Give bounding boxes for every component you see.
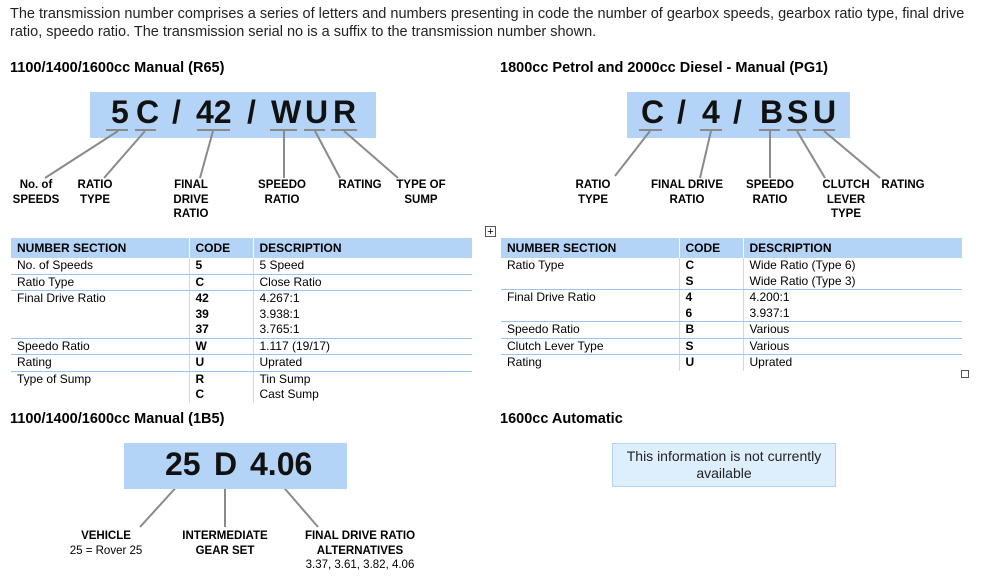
header-code: CODE xyxy=(189,238,253,258)
b15-code-gear-set: D xyxy=(214,446,238,482)
description-cell: Various xyxy=(743,322,962,339)
code-cell: R xyxy=(189,371,253,387)
pg1-table xyxy=(501,238,962,371)
section-cell: Clutch Lever Type xyxy=(501,338,679,355)
pg1-title: 1800cc Petrol and 2000cc Diesel - Manual (PG1) xyxy=(500,60,829,76)
header-description: DESCRIPTION xyxy=(253,238,472,258)
pg1-label-rating: RATING xyxy=(881,179,925,191)
table-row xyxy=(501,306,962,322)
r65-code-final-drive: 42 xyxy=(196,94,232,130)
code-cell: W xyxy=(189,338,253,355)
r65-code-slash: / xyxy=(247,94,256,130)
r65-label-speedo: SPEEDO RATIO xyxy=(258,179,306,206)
table-row xyxy=(11,322,472,338)
table-row xyxy=(11,338,472,355)
description-cell: Wide Ratio (Type 3) xyxy=(743,274,962,290)
code-cell: 6 xyxy=(679,306,743,322)
table-move-handle-icon[interactable]: + xyxy=(485,226,496,237)
code-cell: U xyxy=(679,355,743,371)
r65-title: 1100/1400/1600cc Manual (R65) xyxy=(10,60,225,76)
header-code: CODE xyxy=(679,238,743,258)
description-cell: Various xyxy=(743,338,962,355)
pg1-code-clutch: S xyxy=(787,94,809,130)
table-row xyxy=(501,274,962,290)
table-row xyxy=(501,338,962,355)
auto-info-box: This information is not currently available xyxy=(612,443,836,487)
table-row xyxy=(11,307,472,323)
table-row xyxy=(501,355,962,371)
section-cell: Ratio Type xyxy=(11,274,189,291)
pg1-label-final-drive: FINAL DRIVE RATIO xyxy=(651,179,723,206)
header-number-section: NUMBER SECTION xyxy=(11,238,189,258)
pg1-label-speedo: SPEEDO RATIO xyxy=(746,179,794,206)
r65-code-speedo: W xyxy=(271,94,302,130)
r65-label-final-drive: FINAL DRIVE RATIO xyxy=(173,179,209,220)
code-cell: 39 xyxy=(189,307,253,323)
pg1-label-ratio-type: RATIO TYPE xyxy=(575,179,611,206)
table-row xyxy=(11,274,472,291)
description-cell: 4.267:1 xyxy=(253,291,472,307)
description-cell: 1.117 (19/17) xyxy=(253,338,472,355)
pg1-code-ratio-type: C xyxy=(641,94,665,130)
section-cell: Rating xyxy=(507,355,542,369)
table-row xyxy=(501,322,962,339)
table-row xyxy=(11,258,472,274)
section-cell xyxy=(11,387,189,403)
r65-label-speeds: No. of SPEEDS xyxy=(12,179,60,206)
table-row xyxy=(501,258,962,274)
section-cell xyxy=(11,307,189,323)
description-cell: Cast Sump xyxy=(253,387,472,403)
code-cell: S xyxy=(679,274,743,290)
description-cell: Uprated xyxy=(253,355,472,372)
r65-label-sump: TYPE OF SUMP xyxy=(396,179,446,206)
pg1-code-slash: / xyxy=(677,94,686,130)
pg1-code-final-drive: 4 xyxy=(702,94,720,130)
section-cell: Speedo Ratio xyxy=(11,338,189,355)
section-cell xyxy=(501,306,679,322)
intro-text: The transmission number comprises a series of letters and numbers presenting in code the number of gearbox speeds, gearbox ratio type, final drive ratio, speedo ratio. The transmission serial no is a suffix to the transmission number shown. xyxy=(10,6,965,40)
description-cell: 3.765:1 xyxy=(253,322,472,338)
description-cell: 3.937:1 xyxy=(743,306,962,322)
description-cell: 4.200:1 xyxy=(743,290,962,306)
pg1-code-speedo: B xyxy=(760,94,784,130)
section-cell: Final Drive Ratio xyxy=(17,291,106,305)
table-row xyxy=(501,290,962,306)
description-cell: 3.938:1 xyxy=(253,307,472,323)
b15-label-final-drive: FINAL DRIVE RATIO ALTERNATIVES xyxy=(304,530,416,557)
code-cell: 5 xyxy=(189,258,253,274)
b15-code-final-drive: 4.06 xyxy=(250,446,313,482)
pg1-code-rating: U xyxy=(813,94,837,130)
description-cell: Wide Ratio (Type 6) xyxy=(743,258,962,274)
section-cell: Rating xyxy=(11,355,189,372)
code-cell: U xyxy=(189,355,253,372)
section-cell xyxy=(11,322,189,338)
description-cell: Tin Sump xyxy=(253,371,472,387)
code-cell: B xyxy=(679,322,743,339)
b15-label-vehicle-sub: 25 = Rover 25 xyxy=(69,545,143,557)
b15-label-vehicle: VEHICLE xyxy=(81,530,131,542)
section-cell: Type of Sump xyxy=(17,371,92,386)
table-row xyxy=(11,291,472,307)
section-cell: No. of Speeds xyxy=(11,258,189,274)
b15-title: 1100/1400/1600cc Manual (1B5) xyxy=(10,411,225,427)
header-description: DESCRIPTION xyxy=(743,238,962,258)
code-cell: C xyxy=(189,274,253,291)
table-row xyxy=(11,355,472,372)
b15-label-gear-set: INTERMEDIATE GEAR SET xyxy=(182,530,268,557)
r65-code-speeds: 5 xyxy=(111,94,129,130)
b15-code-vehicle: 25 xyxy=(165,446,201,482)
r65-code-sump: R xyxy=(333,94,357,130)
auto-title: 1600cc Automatic xyxy=(500,411,623,427)
description-cell: Uprated xyxy=(743,355,962,371)
code-cell: 4 xyxy=(679,290,743,306)
b15-label-final-drive-sub: 3.37, 3.61, 3.82, 4.06 xyxy=(305,559,415,571)
section-cell xyxy=(501,274,679,290)
code-cell: S xyxy=(679,338,743,355)
description-cell: Close Ratio xyxy=(253,274,472,291)
r65-code-rating: U xyxy=(305,94,329,130)
code-cell: C xyxy=(679,258,743,274)
code-cell: 37 xyxy=(189,322,253,338)
table-row xyxy=(11,387,472,403)
code-cell: 42 xyxy=(189,291,253,307)
r65-code-ratio-type: C xyxy=(136,94,160,130)
r65-label-ratio-type: RATIO TYPE xyxy=(77,179,113,206)
pg1-label-clutch: CLUTCH LEVER TYPE xyxy=(822,179,870,220)
r65-code-slash: / xyxy=(172,94,181,130)
section-cell: Final Drive Ratio xyxy=(507,290,596,304)
code-cell: C xyxy=(189,387,253,403)
pg1-code-slash: / xyxy=(733,94,742,130)
header-number-section: NUMBER SECTION xyxy=(501,238,679,258)
description-cell: 5 Speed xyxy=(253,258,472,274)
r65-label-rating: RATING xyxy=(338,179,382,191)
r65-table xyxy=(11,238,472,403)
table-resize-handle-icon[interactable] xyxy=(961,370,969,378)
table-header-row xyxy=(11,238,472,258)
section-cell: Speedo Ratio xyxy=(501,322,679,339)
table-row xyxy=(11,371,472,387)
section-cell: Ratio Type xyxy=(507,258,565,272)
table-header-row xyxy=(501,238,962,258)
